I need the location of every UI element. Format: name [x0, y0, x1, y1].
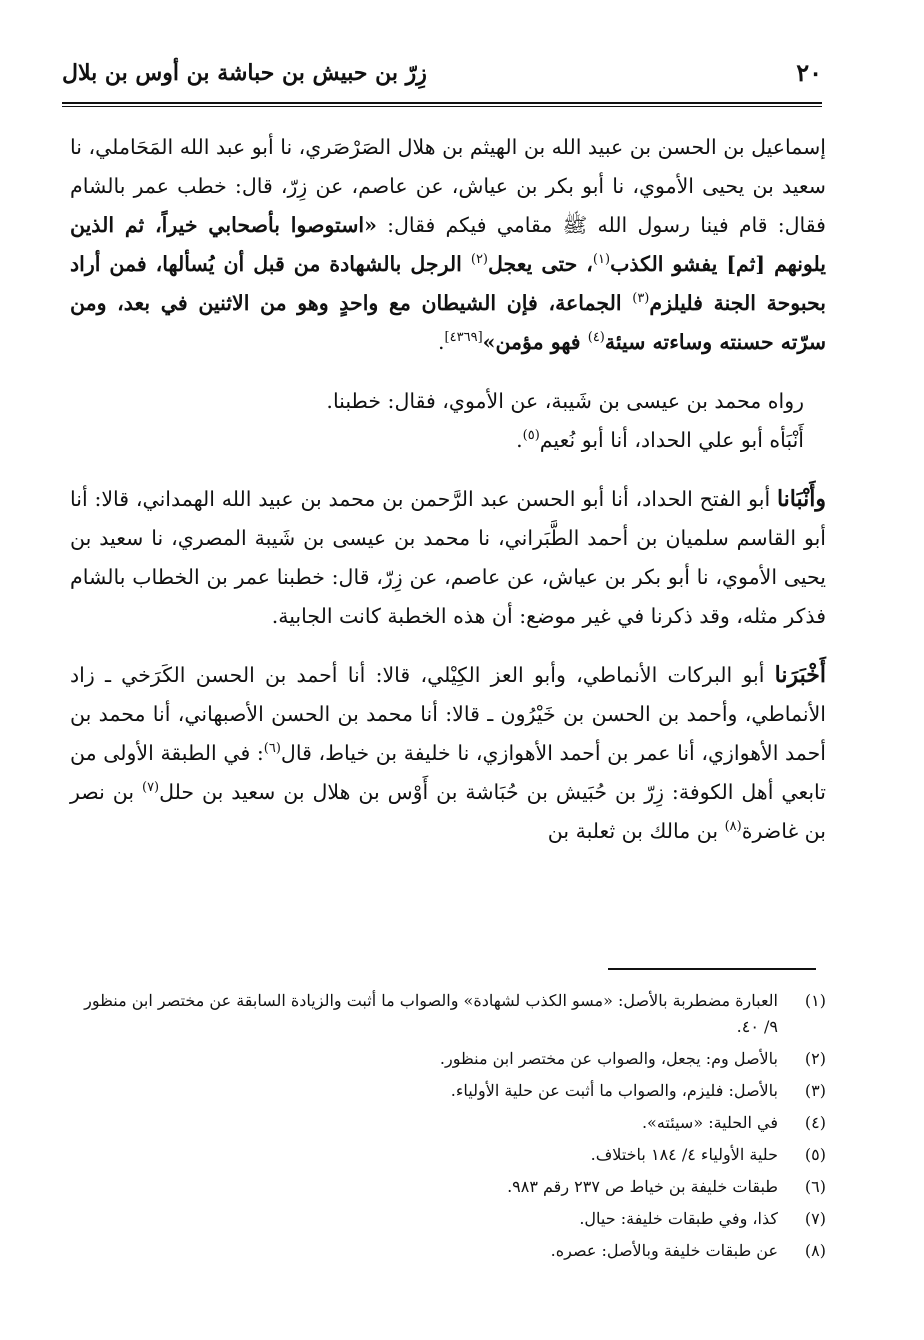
footnote-separator: [608, 968, 816, 970]
footnote-ref-3[interactable]: (٣): [632, 291, 650, 307]
footnote-1: [70, 988, 826, 1040]
footnote-text: بالأصل وم: يجعل، والصواب عن مختصر ابن منظور.: [439, 1049, 778, 1068]
footnote-number: (٧): [804, 1209, 826, 1228]
footnote-ref-1[interactable]: (١): [592, 252, 611, 268]
narration-note-1: رواه محمد بن عيسى بن شَيبة، عن الأموي، فقال: خطبنا.: [326, 389, 804, 413]
narration-note-2-text: أَنْبَأه أبو علي الحداد، أنا أبو نُعيم: [539, 428, 804, 452]
footnote-ref-7[interactable]: (٧): [141, 780, 160, 796]
footnote-number: (٢): [804, 1049, 826, 1068]
hadith-text-1: «استوصوا بأصحابي خيراً، ثم الذين يلونهم [ثم] يفشو الكذب: [70, 213, 826, 276]
footnote-ref-6[interactable]: (٦): [263, 741, 281, 757]
header-rule: [62, 102, 822, 104]
p1-line-2: المَحَاملي، نا سعيد بن يحيى الأموي، نا أبو بكر بن عياش، عن عاصم، عن زِرّ، قال:: [70, 135, 826, 198]
footnote-ref-4[interactable]: (٤): [587, 330, 605, 346]
narration-note-2: [70, 421, 826, 460]
footnote-4: [70, 1110, 826, 1136]
footnote-number: (٦): [804, 1177, 826, 1196]
spacer: [70, 362, 826, 382]
footnote-5: [70, 1142, 826, 1168]
page-number: ٢٠: [796, 58, 822, 87]
p2-text: أبو الفتح الحداد، أنا أبو الحسن عبد الرَّحمن بن محمد بن عبيد الله الهمداني، قالا: أنا أبو القاسم سلميان بن أحمد الطَّبَراني، نا محمد بن عيسى بن شَيبة المصري، نا سعيد بن يحيى الأموي، نا أبو بكر بن عياش، عن عاصم، عن زِرّ، قال: خطبنا عمر بن الخطاب بالشام فذكر مثله، وقد ذكرنا في غير موضع: أن هذه الخطبة كانت الجابية.: [70, 487, 826, 628]
hadith-text-3: الرجل بالشهادة من قبل أن يُسألها، فمن أراد بحبوحة الجنة فليلزم: [70, 252, 826, 315]
footnote-ref-2[interactable]: (٢): [470, 252, 488, 268]
p3-text-d: بن مالك بن ثعلبة بن: [547, 819, 725, 843]
footnote-text: كذا، وفي طبقات خليفة: حيال.: [579, 1209, 778, 1228]
paragraph-2: [70, 480, 826, 636]
header-rule-thin: [62, 106, 822, 107]
footnote-text: العبارة مضطربة بالأصل: «مسو الكذب لشهادة» والصواب ما أثبت والزيادة السابقة عن مختصر ابن منظور ٩/ ٤٠.: [84, 991, 778, 1036]
footnote-number: (١): [804, 991, 826, 1010]
footnote-3: [70, 1078, 826, 1104]
footnote-ref-8[interactable]: (٨): [724, 819, 742, 835]
p3-lead-word: أَخْبَرَنا: [774, 662, 826, 688]
p3-text-b: : في الطبقة الأولى من تابعي أهل الكوفة: زِرّ بن حُبَيش بن حُبَاشة بن أَوْس بن هلال بن سعيد بن حلل: [70, 741, 827, 804]
footnote-number: (٣): [804, 1081, 826, 1100]
p3-text-c: بن نصر بن غاضرة: [70, 780, 826, 843]
spacer: [70, 636, 826, 656]
footnote-number: (٤): [804, 1113, 826, 1132]
p1-line-1: إسماعيل بن الحسن بن عبيد الله بن الهيثم بن هلال الصَرْصَري، نا أبو عبد الله: [179, 135, 826, 159]
paragraph-1: [70, 128, 826, 362]
p1-line-3: خطب عمر بالشام فقال: قام فينا رسول الله ﷺ مقامي فيكم فقال:: [70, 174, 826, 237]
footnote-8: [70, 1238, 826, 1264]
footnote-7: [70, 1206, 826, 1232]
p2-lead-word: وأَنْبَانا: [776, 486, 826, 512]
footnote-6: [70, 1174, 826, 1200]
narration-note-2-end: .: [516, 428, 523, 452]
spacer: [70, 460, 826, 480]
footnote-number: (٨): [804, 1241, 826, 1260]
hadith-text-2: ، حتى يعجل: [488, 252, 593, 276]
footnote-text: حلية الأولياء ٤/ ١٨٤ باختلاف.: [590, 1145, 778, 1164]
footnote-text: في الحلية: «سيئته».: [641, 1113, 778, 1132]
hadith-text-5: فهو مؤمن»: [482, 330, 588, 354]
p1-end: .: [438, 330, 445, 354]
page-header: [62, 58, 822, 102]
hadith-reference-number: [٤٣٦٩]: [444, 330, 483, 346]
hadith-text-4: الجماعة، فإن الشيطان مع واحدٍ وهو من الاثنين في بعد، ومن سرّته حسنته وساءته سيئة: [70, 291, 826, 354]
footnote-text: بالأصل: فليزم، والصواب ما أثبت عن حلية الأولياء.: [450, 1081, 778, 1100]
footnote-2: [70, 1046, 826, 1072]
footnote-ref-5[interactable]: (٥): [522, 428, 540, 444]
footnote-text: طبقات خليفة بن خياط ص ٢٣٧ رقم ٩٨٣.: [507, 1177, 778, 1196]
running-title: زِرّ بن حبيش بن حباشة بن أوس بن بلال: [62, 60, 427, 86]
paragraph-3: [70, 656, 826, 851]
footnote-text: عن طبقات خليفة وبالأصل: عصره.: [550, 1241, 778, 1260]
footnote-number: (٥): [804, 1145, 826, 1164]
footnotes-list: [70, 988, 826, 1270]
p3-text-a: أبو البركات الأنماطي، وأبو العز الكِيْلي، قالا: أنا أحمد بن الحسن الكَرَخي ـ زاد الأنماطي، وأحمد بن الحسن بن خَيْرُون ـ قالا: أنا محمد بن الحسن الأصبهاني، أنا محمد بن أحمد الأهوازي، أنا عمر بن أحمد الأهوازي، نا خليفة بن خياط، قال: [70, 663, 826, 765]
main-text: [70, 128, 826, 851]
